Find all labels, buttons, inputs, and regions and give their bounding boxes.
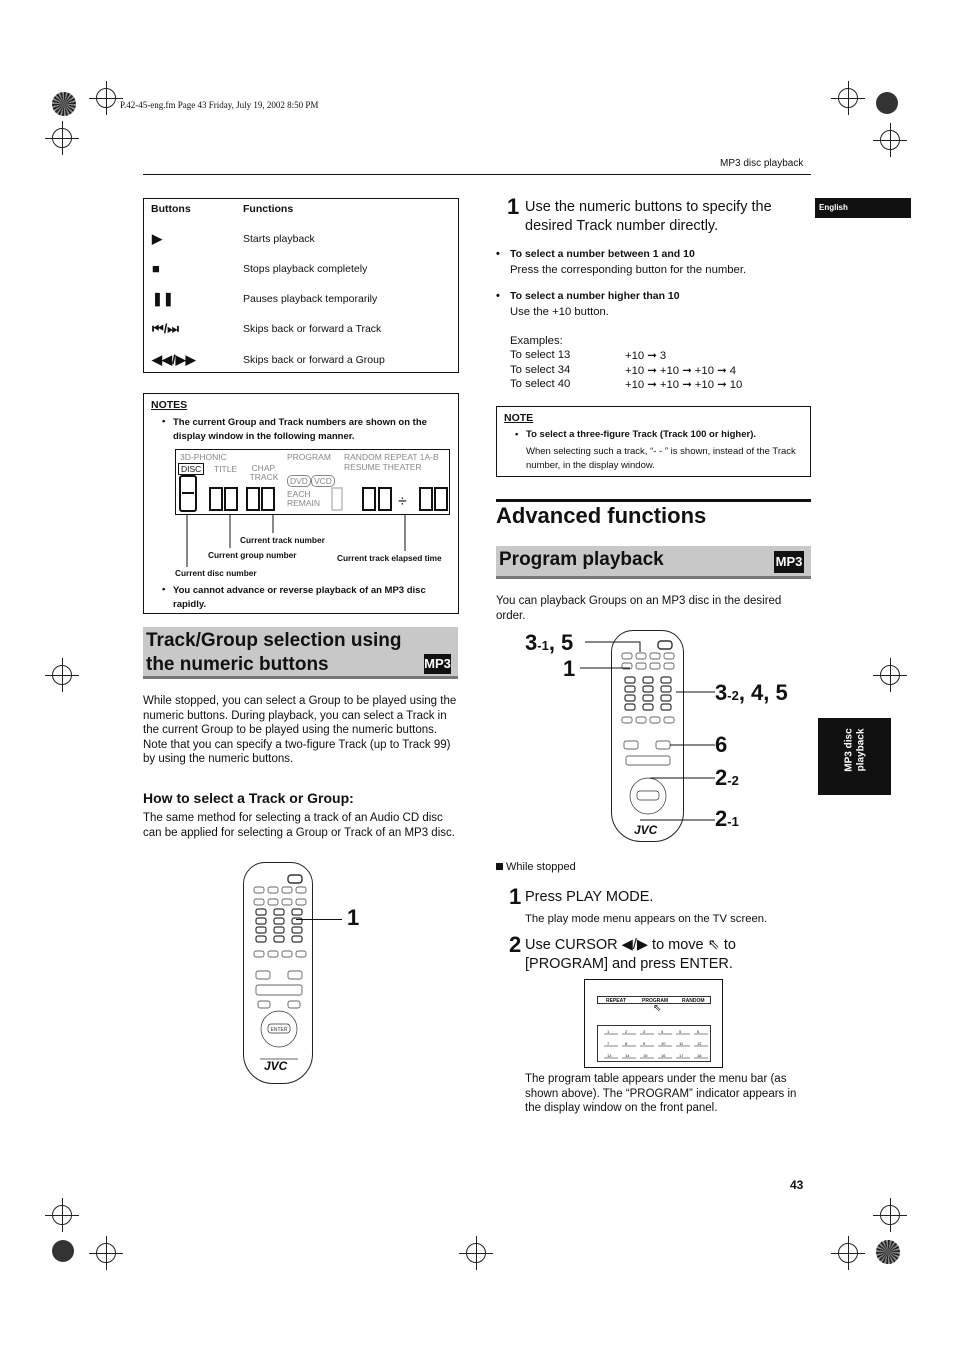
example-sequence: +10 ➞ +10 ➞ +10 ➞ 10 <box>625 379 743 391</box>
notes-bullet-1: The current Group and Track numbers are shown on the display window in the following manner. <box>173 417 427 442</box>
registration-dot-icon <box>876 92 898 114</box>
advanced-intro: You can playback Groups on an MP3 disc in the desired order. <box>496 595 782 622</box>
seven-segment-digits <box>176 450 451 516</box>
remote-buttons <box>244 863 314 1085</box>
function-text: Pauses playback temporarily <box>243 293 378 305</box>
label-group-number: Current group number <box>208 550 297 560</box>
display-dvd: DVD <box>287 475 311 487</box>
display-random: RANDOM REPEAT 1A-B RESUME THEATER <box>344 452 439 472</box>
program-slot-number: 1 <box>607 1029 610 1034</box>
step-1-subtext: The play mode menu appears on the TV screen. <box>525 913 768 925</box>
function-text: Stops playback completely <box>243 263 368 275</box>
notes-title: NOTES <box>151 399 188 411</box>
program-slot-number: 5 <box>679 1029 682 1034</box>
program-playback-title: Program playback <box>499 549 664 570</box>
table-row <box>144 253 458 283</box>
registration-mark-icon <box>880 1205 900 1225</box>
registration-mark-icon <box>52 1205 72 1225</box>
callout-1-left: 1 <box>347 905 360 930</box>
program-playback-bar <box>496 546 811 579</box>
registration-mark-icon <box>880 665 900 685</box>
notes-box: NOTES • The current Group and Track numbers are shown on the display window in the following manner. 3D-PHONIC PROGRAM RANDOM REPEAT 1A-B RESUME THEATER DISC TITLE CHAP. TRACK DVD VCD EACH REMAIN ÷ Current track number Current group number Current track elapsed time Current disc number • You cannot advance or reverse playback of an MP3 disc rapidly. <box>143 393 459 614</box>
stop-icon: ■ <box>152 261 160 276</box>
program-slot-number: 7 <box>607 1041 610 1046</box>
svg-text:ENTER: ENTER <box>270 1027 288 1033</box>
menu-random: RANDOM <box>682 997 705 1004</box>
header-rule <box>143 174 811 175</box>
bullet-1-text: Press the corresponding button for the number. <box>510 264 747 276</box>
registration-mark-icon <box>838 88 858 108</box>
program-table-numbers <box>598 1026 712 1063</box>
col-functions-header: Functions <box>243 203 294 215</box>
section-title: Track/Group selection using the numeric buttons <box>146 630 402 675</box>
pause-icon: ❚❚ <box>152 291 174 306</box>
example-sequence: +10 ➞ +10 ➞ +10 ➞ 4 <box>625 365 736 377</box>
side-tab <box>818 718 891 795</box>
table-row <box>144 313 458 343</box>
callout-3-1-5: 3-1, 5 <box>525 630 574 655</box>
advanced-rule <box>496 499 811 502</box>
registration-mark-icon <box>880 130 900 150</box>
program-slot-number: 13 <box>607 1053 612 1058</box>
display-leader-lines <box>175 515 450 575</box>
registration-mark-icon <box>52 128 72 148</box>
callout-line <box>296 919 342 920</box>
function-text: Skips back or forward a Track <box>243 323 382 335</box>
registration-dot-icon <box>52 1240 74 1262</box>
registration-mark-icon <box>466 1243 486 1263</box>
examples-label: Examples: <box>510 335 563 347</box>
button-function-table <box>143 198 459 373</box>
remote-callout-lines <box>580 630 720 830</box>
subhead-how-to-select: How to select a Track or Group: <box>143 790 354 806</box>
page-number: 43 <box>790 1178 804 1192</box>
display-vcd: VCD <box>311 475 335 487</box>
step-1-text: Press PLAY MODE. <box>525 889 654 905</box>
program-slot-number: 11 <box>679 1041 684 1046</box>
col-buttons-header: Buttons <box>151 203 191 215</box>
program-slot-number: 10 <box>661 1041 666 1046</box>
function-text: Starts playback <box>243 233 315 245</box>
display-3d-phonic: 3D-PHONIC <box>180 452 227 462</box>
mp3-tag: MP3 <box>774 551 804 573</box>
display-window <box>175 449 450 515</box>
example-label: To select 13 <box>510 349 571 361</box>
program-slot-number: 6 <box>697 1029 700 1034</box>
example-label: To select 40 <box>510 378 571 390</box>
display-program: PROGRAM <box>287 452 331 462</box>
mp3-tag: MP3 <box>424 654 451 674</box>
callout-1: 1 <box>563 656 576 681</box>
step-text: Use the numeric buttons to specify the desired Track number directly. <box>525 199 772 234</box>
program-slot-number: 3 <box>643 1029 646 1034</box>
skip-track-icon: ⏮/⏭ <box>152 321 180 336</box>
bullet-1-head: To select a number between 1 and 10 <box>510 248 695 260</box>
side-tab-label: MP3 disc playback <box>843 728 867 772</box>
display-chap-track: CHAP. TRACK <box>249 463 279 482</box>
program-slot-number: 15 <box>643 1053 648 1058</box>
bullet-2-text: Use the +10 button. <box>510 306 609 318</box>
display-title: TITLE <box>214 464 238 474</box>
bullet-2-head: To select a number higher than 10 <box>510 290 680 302</box>
menu-repeat: REPEAT <box>606 997 626 1004</box>
label-track-number: Current track number <box>240 535 325 545</box>
registration-mark-icon <box>52 665 72 685</box>
step-2-text: Use CURSOR ◀/▶ to move ⇖ to [PROGRAM] and press ENTER. <box>525 937 736 972</box>
while-stopped-label: While stopped <box>506 861 576 873</box>
example-label: To select 34 <box>510 364 571 376</box>
note-text: When selecting such a track, “- - ” is shown, instead of the Track number, in the display window. <box>526 446 796 471</box>
callout-3-2-4-5: 3-2, 4, 5 <box>715 680 788 705</box>
step-1-number: 1 <box>509 884 522 909</box>
label-elapsed-time: Current track elapsed time <box>337 553 442 563</box>
callout-2-2: 2-2 <box>715 765 739 790</box>
program-slot-number: 4 <box>661 1029 664 1034</box>
program-slot-number: 18 <box>697 1053 702 1058</box>
registration-star-icon <box>876 1240 900 1264</box>
registration-star-icon <box>52 92 76 116</box>
language-tab: English <box>815 198 911 218</box>
table-row <box>144 223 458 253</box>
label-disc-number: Current disc number <box>175 568 257 578</box>
registration-mark-icon <box>96 88 116 108</box>
registration-mark-icon <box>838 1243 858 1263</box>
registration-mark-icon <box>96 1243 116 1263</box>
play-icon: ▶ <box>152 231 162 246</box>
program-slot-number: 8 <box>625 1041 628 1046</box>
skip-group-icon: ◀◀/▶▶ <box>152 352 196 367</box>
display-each-remain: EACH REMAIN <box>287 489 321 508</box>
display-disc: DISC <box>178 463 204 475</box>
program-slot-number: 2 <box>625 1029 628 1034</box>
step-2-number: 2 <box>509 932 522 957</box>
program-table <box>597 1025 711 1062</box>
callout-2-1: 2-1 <box>715 806 739 831</box>
advanced-title: Advanced functions <box>496 503 707 528</box>
step-number: 1 <box>507 194 520 219</box>
program-slot-number: 9 <box>643 1041 646 1046</box>
print-header: P.42-45-eng.fm Page 43 Friday, July 19, 2002 8:50 PM <box>120 100 319 110</box>
stop-square-icon <box>496 863 503 870</box>
note-bullet: To select a three-figure Track (Track 100 or higher). <box>526 429 757 440</box>
callout-6: 6 <box>715 732 728 757</box>
jvc-logo: JVC <box>634 823 658 837</box>
remote-control-illustration <box>243 862 313 1084</box>
table-row <box>144 283 458 313</box>
program-slot-number: 14 <box>625 1053 630 1058</box>
running-head: MP3 disc playback <box>720 158 804 169</box>
example-sequence: +10 ➞ 3 <box>625 350 667 362</box>
left-intro-paragraph: While stopped, you can select a Group to be played using the numeric buttons. During playback, you can select a Track in the current Group to be played using the numeric buttons. Note that you can specify a two-figure Track (up to Track 99) by using the numeric buttons. <box>143 695 457 766</box>
section-title-bar <box>143 627 458 679</box>
jvc-logo: JVC <box>264 1059 288 1073</box>
program-slot-number: 12 <box>697 1041 702 1046</box>
cursor-arrow-icon: ⇖ <box>653 1003 662 1014</box>
subhead-paragraph: The same method for selecting a track of an Audio CD disc can be applied for selecting a Group or Track of an MP3 disc. <box>143 812 455 839</box>
program-menu-screen <box>584 979 723 1068</box>
svg-text:÷: ÷ <box>398 493 407 510</box>
program-slot-number: 17 <box>679 1053 684 1058</box>
notes-bullet-2: You cannot advance or reverse playback of an MP3 disc rapidly. <box>173 585 426 610</box>
after-text: The program table appears under the menu bar (as shown above). The “PROGRAM” indicator appears in the display window on the front panel. <box>525 1073 797 1115</box>
note-title: NOTE <box>504 412 534 424</box>
program-slot-number: 16 <box>661 1053 666 1058</box>
table-row <box>144 344 458 374</box>
menu-program: PROGRAM <box>642 997 669 1004</box>
note-box: NOTE • To select a three-figure Track (Track 100 or higher). When selecting such a track, “- - ” is shown, instead of the Track number, in the display window. <box>496 406 811 477</box>
function-text: Skips back or forward a Group <box>243 354 385 366</box>
